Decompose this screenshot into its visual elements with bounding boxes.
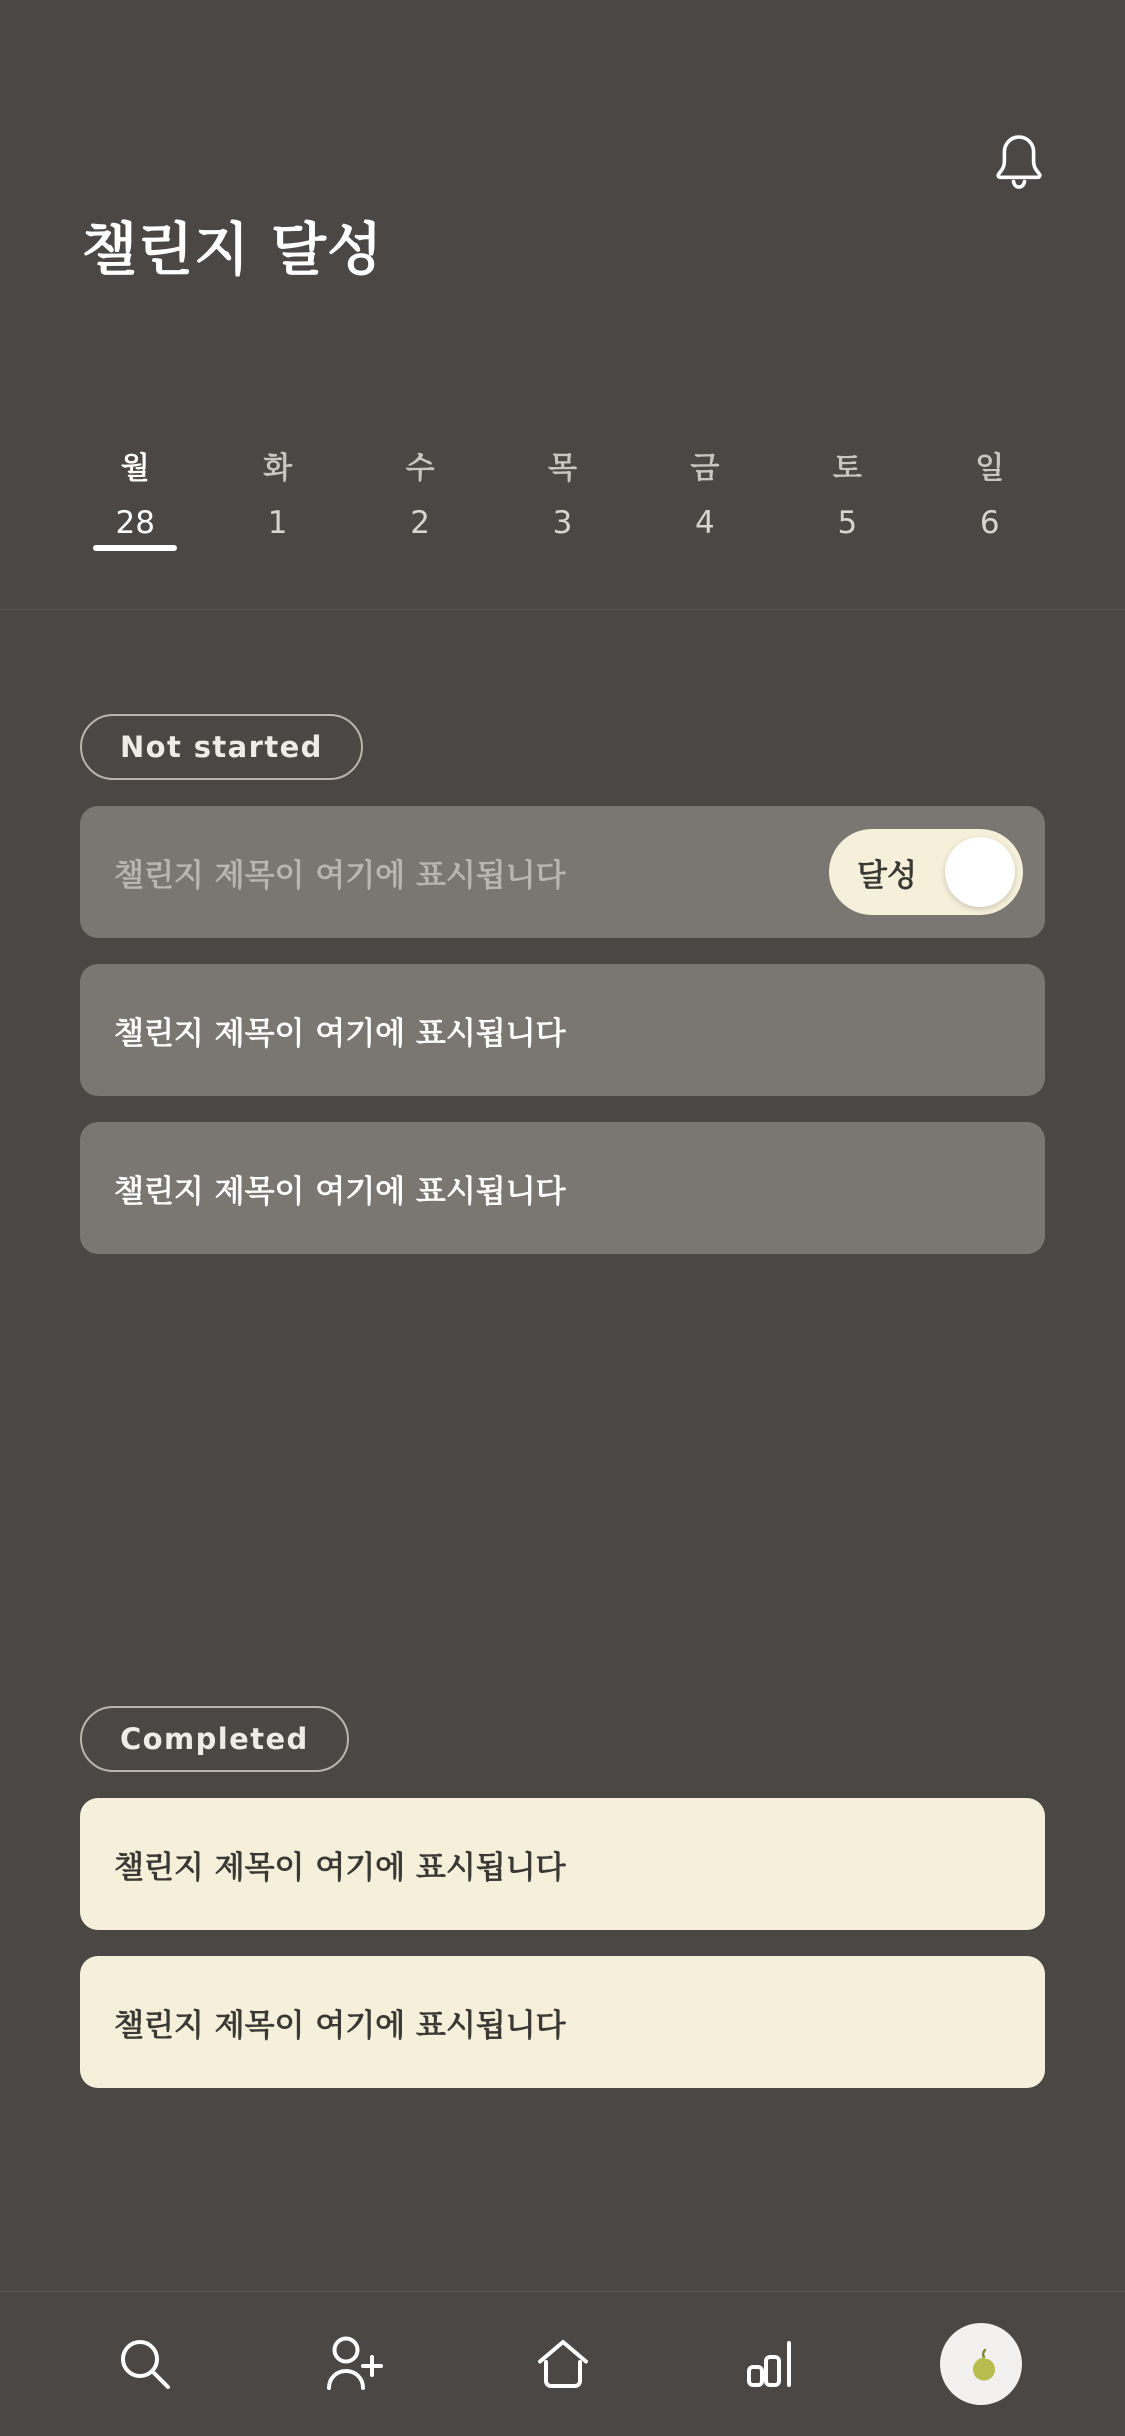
stats-icon <box>739 2333 805 2395</box>
complete-toggle-knob[interactable] <box>945 837 1015 907</box>
day-tab-sat[interactable] <box>776 400 918 539</box>
profile-avatar-icon <box>959 2342 1003 2386</box>
challenge-list <box>0 610 1125 2436</box>
active-day-underline <box>93 545 177 551</box>
complete-toggle-label: 달성 <box>857 857 917 894</box>
section-chip-completed: Completed <box>80 1706 349 1772</box>
bottom-navigation-bar <box>0 2291 1125 2436</box>
day-number: 2 <box>410 505 430 541</box>
completed-section <box>80 1706 1045 2088</box>
challenge-card-completed-2[interactable] <box>80 1956 1045 2088</box>
challenge-title: 챌린지 제목이 여기에 표시됩니다 <box>114 1173 566 1210</box>
add-friend-icon <box>321 2333 387 2395</box>
day-tab-fri[interactable] <box>634 400 776 539</box>
day-tab-mon[interactable] <box>64 400 206 539</box>
day-tab-sun[interactable] <box>919 400 1061 539</box>
challenge-title: 챌린지 제목이 여기에 표시됩니다 <box>114 2007 566 2044</box>
challenge-card-completed-1[interactable] <box>80 1798 1045 1930</box>
nav-search-button[interactable] <box>85 2309 205 2419</box>
bell-icon <box>991 132 1047 194</box>
nav-home-button[interactable] <box>503 2309 623 2419</box>
home-icon <box>530 2333 596 2395</box>
challenge-card-not-started-1[interactable] <box>80 806 1045 938</box>
day-label: 목 <box>547 451 577 486</box>
day-number: 5 <box>837 505 858 541</box>
day-number: 28 <box>115 505 155 541</box>
nav-stats-button[interactable] <box>712 2309 832 2419</box>
day-label: 월 <box>120 451 150 486</box>
challenge-title: 챌린지 제목이 여기에 표시됩니다 <box>114 857 566 894</box>
day-label: 일 <box>975 451 1005 486</box>
section-chip-not-started: Not started <box>80 714 363 780</box>
day-label: 화 <box>263 451 293 486</box>
notification-bell-button[interactable] <box>987 128 1051 198</box>
day-tab-wed[interactable] <box>349 400 491 539</box>
header <box>0 0 1125 400</box>
nav-add-friend-button[interactable] <box>294 2309 414 2419</box>
day-label: 수 <box>405 451 435 486</box>
nav-profile-button[interactable] <box>921 2309 1041 2419</box>
challenge-card-not-started-3[interactable] <box>80 1122 1045 1254</box>
day-number: 4 <box>695 505 715 541</box>
day-number: 3 <box>552 505 573 541</box>
challenge-title: 챌린지 제목이 여기에 표시됩니다 <box>114 1849 566 1886</box>
week-strip <box>0 400 1125 610</box>
day-number: 1 <box>267 505 288 541</box>
day-label: 금 <box>690 451 720 486</box>
page-title: 챌린지 달성 <box>82 217 384 283</box>
day-label: 토 <box>832 451 862 486</box>
challenge-card-not-started-2[interactable] <box>80 964 1045 1096</box>
complete-toggle[interactable] <box>829 829 1023 915</box>
avatar <box>940 2323 1022 2405</box>
challenge-title: 챌린지 제목이 여기에 표시됩니다 <box>114 1015 566 1052</box>
day-number: 6 <box>979 505 1000 541</box>
search-icon <box>114 2333 176 2395</box>
day-tab-thu[interactable] <box>491 400 633 539</box>
day-tab-tue[interactable] <box>206 400 348 539</box>
